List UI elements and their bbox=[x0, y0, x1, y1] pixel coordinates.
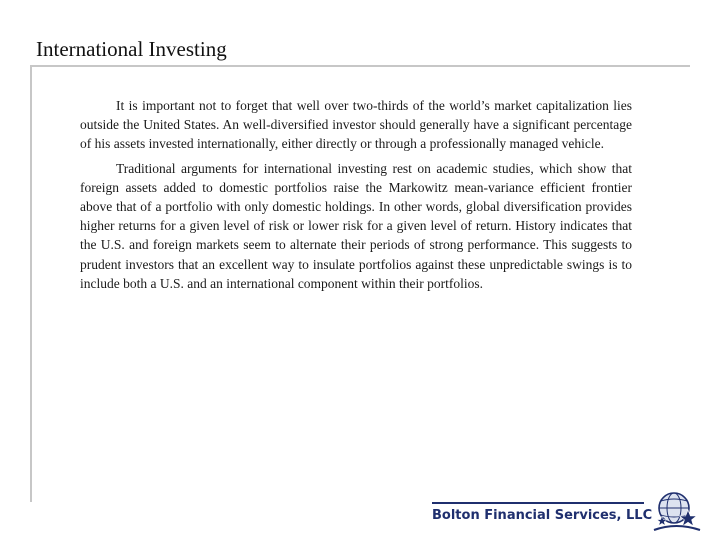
page-title: International Investing bbox=[36, 37, 227, 61]
footer-company-name: Bolton Financial Services, LLC bbox=[432, 508, 653, 523]
left-margin-divider bbox=[30, 66, 32, 502]
title-divider bbox=[30, 65, 690, 67]
body-content bbox=[80, 96, 632, 298]
paragraph-intro: It is important not to forget that well over two-thirds of the world’s market capitalization lies outside the United States. An well-diversified investor should generally have a significant percentage of his assets invested internationally, either directly or through a professionally managed vehicle. bbox=[80, 98, 632, 152]
globe-star-logo-icon bbox=[650, 486, 704, 534]
paragraph-arguments: Traditional arguments for international investing rest on academic studies, which show that foreign assets added to domestic portfolios raise the Markowitz mean-variance efficient frontier above that of a portfolio with only domestic holdings. In other words, global diversification provides higher returns for a given level of risk or lower risk for a given level of return. History indicates that the U.S. and foreign markets seem to alternate their periods of strong performance. This suggests to prudent investors that an excellent way to insulate portfolios against these unpredictable swings is to include both a U.S. and an international component within their portfolios. bbox=[80, 160, 632, 291]
footer-divider bbox=[432, 502, 644, 504]
